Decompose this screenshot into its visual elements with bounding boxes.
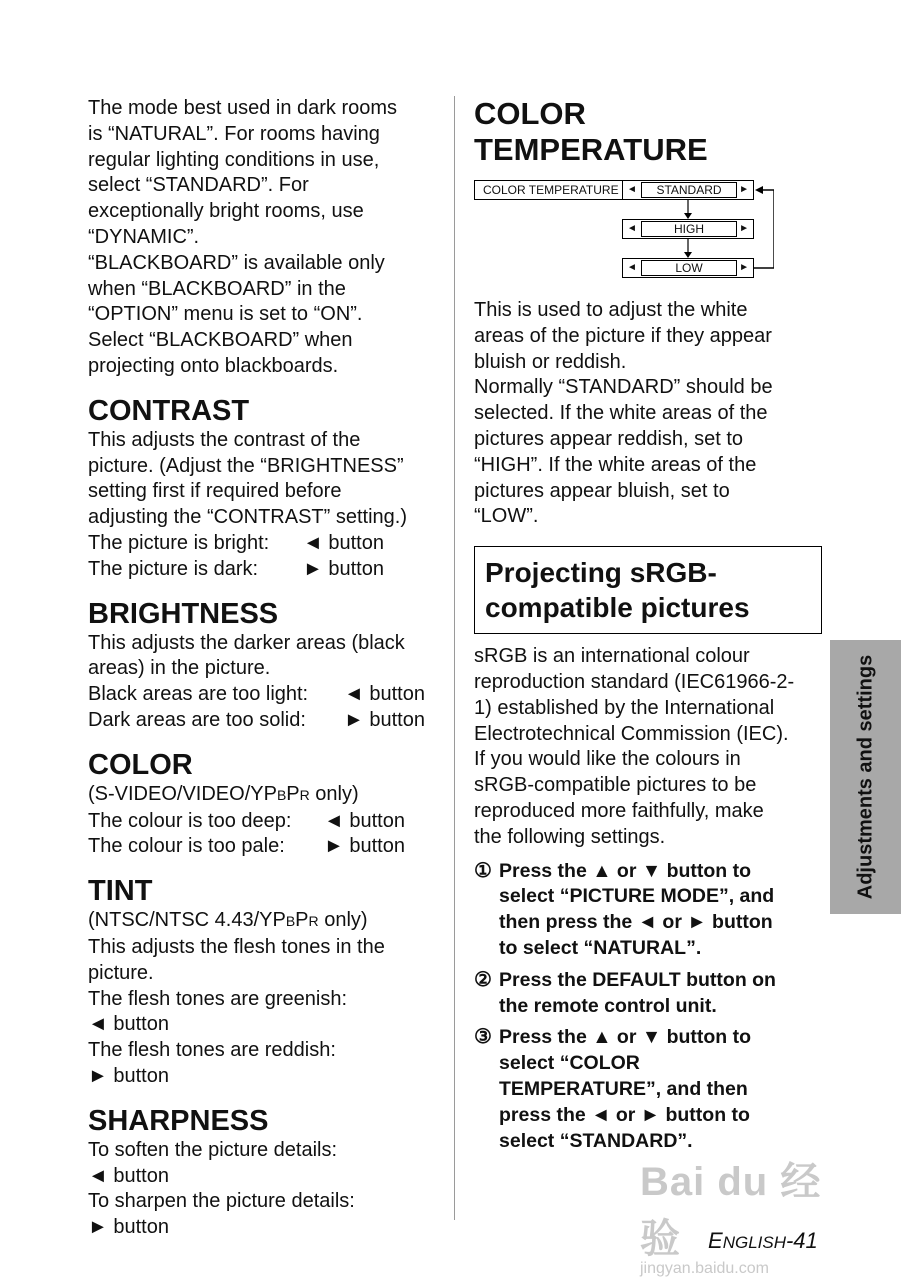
left-column xyxy=(88,96,440,1241)
section-side-tab: Adjustments and settings xyxy=(830,640,901,914)
brightness-section: BRIGHTNESS This adjusts the darker areas (black areas) in the picture. Black areas are too light: ◄ button Dark areas are too solid: ► button xyxy=(88,597,440,734)
right-arrow-icon: ► xyxy=(739,184,749,195)
brightness-heading: BRIGHTNESS xyxy=(88,597,279,630)
color-temperature-diagram xyxy=(474,180,774,284)
right-arrow-icon: ► xyxy=(739,223,749,234)
menu-label-box: COLOR TEMPERATURE xyxy=(474,180,644,200)
tint-section: TINT (NTSC/NTSC 4.43/YPBPR only) This adjusts the flesh tones in the picture. The flesh tones are greenish: ◄ button The flesh tones are reddish: ► button xyxy=(88,874,440,1090)
color-temperature-heading: COLOR TEMPERATURE xyxy=(474,96,708,167)
sharpness-heading: SHARPNESS xyxy=(88,1104,269,1137)
left-arrow-icon: ◄ xyxy=(627,184,637,195)
column-divider xyxy=(454,96,455,1220)
step-2: ② Press the DEFAULT button on the remote control unit. xyxy=(474,968,776,1017)
srgb-heading-box: Projecting sRGB- compatible pictures xyxy=(474,546,822,634)
arrow-low-to-standard xyxy=(754,190,774,268)
step-3: ③ Press the ▲ or ▼ button to select “COLOR TEMPERATURE”, and then press the ◄ or ► button to select “STANDARD”. xyxy=(474,1026,752,1152)
arrow-head-left-icon xyxy=(755,186,763,194)
step-1: ① Press the ▲ or ▼ button to select “PICTURE MODE”, and then press the ◄ or ► button to select “NATURAL”. xyxy=(474,859,775,959)
contrast-bright-row: The picture is bright: ◄ button xyxy=(88,531,384,554)
cycle-arrows xyxy=(474,180,774,284)
left-arrow-icon: ◄ xyxy=(627,223,637,234)
sharpness-section: SHARPNESS To soften the picture details: ◄ button To sharpen the picture details: ► button xyxy=(88,1104,440,1241)
left-arrow-icon: ◄ xyxy=(627,262,637,273)
picture-mode-intro: The mode best used in dark rooms is “NATURAL”. For rooms having regular lighting conditions in use, select “STANDARD”. For exceptionally bright rooms, use “DYNAMIC”. “BLACKBOARD” is available only when “BLACKBOARD” in the “OPTION” menu is set to “ON”. Select “BLACKBOARD” when projecting onto blackboards. xyxy=(88,97,398,377)
color-note: (S-VIDEO/VIDEO/YPBPR only) xyxy=(88,782,359,805)
srgb-steps xyxy=(474,859,824,1155)
arrow-head-down-icon xyxy=(684,252,692,258)
contrast-dark-row: The picture is dark: ► button xyxy=(88,557,384,580)
option-low: LOW xyxy=(641,260,737,276)
color-temperature-text: This is used to adjust the white areas of the picture if they appear bluish or reddish. Normally “STANDARD” should be selected. If the white areas of the pictures appear reddish, set to “HIGH”. If the white areas of the pictures appear bluish, set to “LOW”. xyxy=(474,299,773,528)
page-number: ENGLISH-41 xyxy=(708,1228,818,1253)
arrow-head-down-icon xyxy=(684,213,692,219)
tint-note: (NTSC/NTSC 4.43/YPBPR only) xyxy=(88,909,368,932)
color-deep-row: The colour is too deep: ◄ button xyxy=(88,809,405,832)
right-arrow-icon: ► xyxy=(739,262,749,273)
color-pale-row: The colour is too pale: ► button xyxy=(88,835,405,858)
color-section xyxy=(88,748,440,860)
watermark: Bai du 经验 jingyan.baidu.com xyxy=(640,1160,822,1277)
contrast-heading: CONTRAST xyxy=(88,394,250,427)
option-standard: STANDARD xyxy=(641,182,737,198)
right-column xyxy=(474,96,824,1160)
brightness-solid-row: Dark areas are too solid: ► button xyxy=(88,708,425,731)
srgb-text: sRGB is an international colour reproduction standard (IEC61966-2- 1) established by the International Electrotechnical Commission (IEC). If you would like the colours in sRGB-compatible pictures to be reproduced more faithfully, make the following settings. xyxy=(474,645,795,848)
tint-heading: TINT xyxy=(88,875,153,908)
option-high: HIGH xyxy=(641,221,737,237)
contrast-section: CONTRAST This adjusts the contrast of the picture. (Adjust the “BRIGHTNESS” setting first if required before adjusting the “CONTRAST” setting.) The picture is bright: ◄ button The picture is dark: ► button xyxy=(88,394,440,583)
color-heading: COLOR xyxy=(88,748,193,781)
brightness-light-row: Black areas are too light: ◄ button xyxy=(88,683,425,706)
